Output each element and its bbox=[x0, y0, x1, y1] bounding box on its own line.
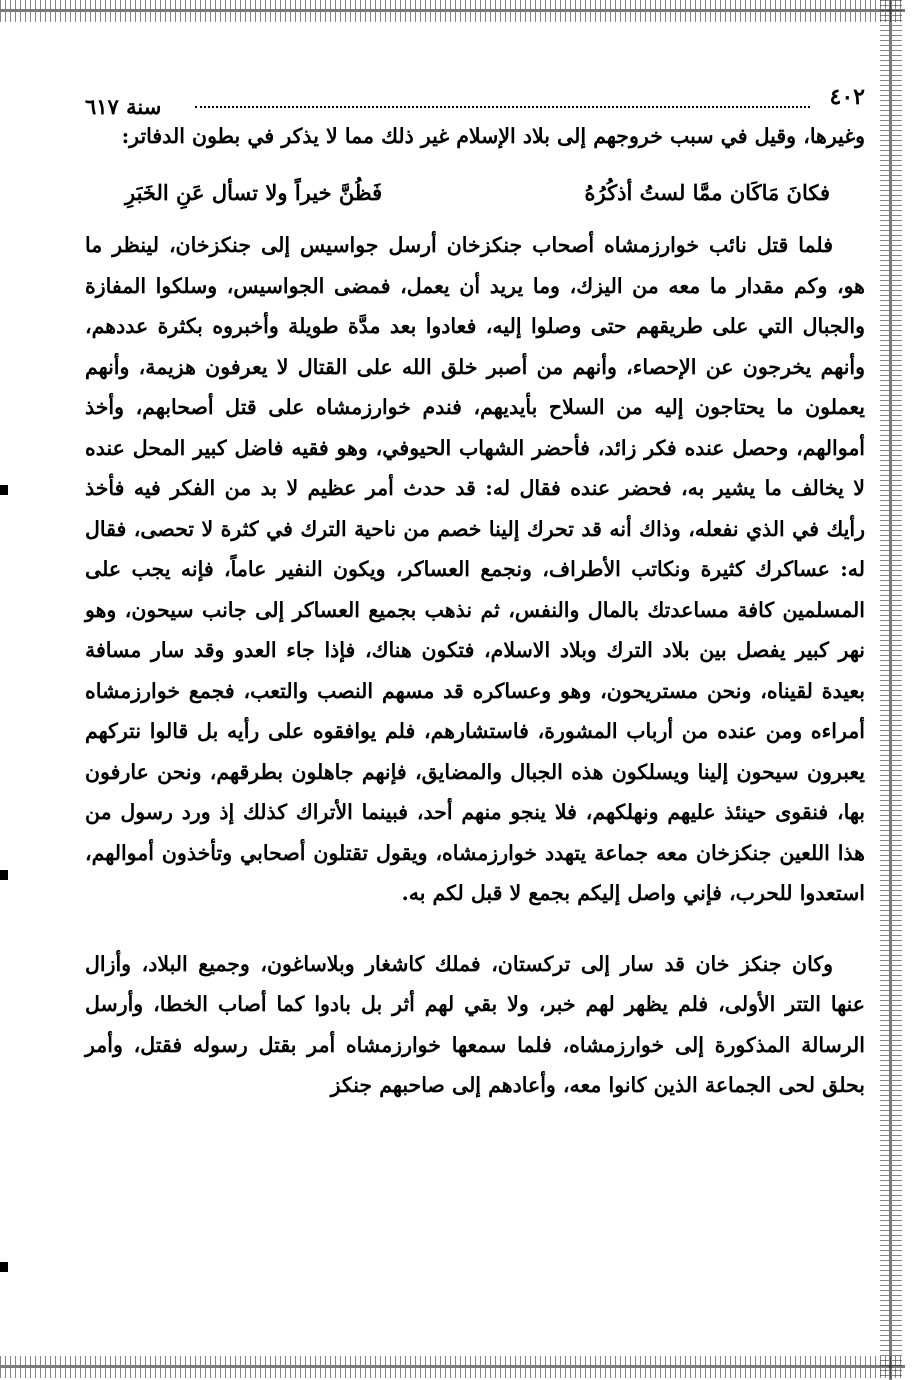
book-page bbox=[85, 80, 865, 1340]
decorative-border-top bbox=[0, 0, 905, 22]
verse-second-hemistich: فَظُنَّ خيراً ولا تسأل عَنِ الخَبَرِ bbox=[125, 179, 383, 205]
header-dotted-rule bbox=[195, 106, 810, 108]
paragraph-2: وكان جنكز خان قد سار إلى تركستان، فملك كاشغار وبلاساغون، وجميع البلاد، وأزال عنها التتر الأولى، فلم يظهر لهم خبر، ولا بقي لهم أثر بل بادوا كما أصاب الخطا، وأرسل الرسالة المذكورة إلى خوارزمشاه، فلما سمعها خوارزمشاه أمر بقتل رسوله فقتل، وأمر بحلق لحى الجماعة الذين كانوا معه، وأعادهم إلى صاحبهم جنكز bbox=[85, 951, 865, 1097]
year-label: سنة ٦١٧ bbox=[85, 94, 162, 119]
page-header bbox=[85, 80, 865, 119]
decorative-border-bottom bbox=[0, 1356, 905, 1378]
paragraph-gap bbox=[85, 914, 865, 944]
page-number: ٤٠٢ bbox=[829, 84, 865, 110]
page-body bbox=[85, 116, 865, 1106]
decorative-border-right bbox=[880, 0, 902, 1380]
paragraph-1: فلما قتل نائب خوارزمشاه أصحاب جنكزخان أرسل جواسيس إلى جنكزخان، لينظر ما هو، وكم مقدار ما معه من اليزك، وما يريد أن يعمل، فمضى الجواسيس، وسلكوا المفازة والجبال التي على طريقهم حتى وصلوا إليه، فعادوا بعد مدَّة طويلة وأخبروه بكثرة عددهم، وأنهم يخرجون عن الإحصاء، وأنهم من أصبر خلق الله على القتال لا يعرفون هزيمة، وأنهم يعملون ما يحتاجون إليه من السلاح بأيديهم، فندم خوارزمشاه على قتل أصحابهم، وأخذ أموالهم، وحصل عنده فكر زائد، فأحضر الشهاب الحيوفي، وهو فقيه فاضل كبير المحل عنده لا يخالف ما يشير به، فحضر عنده فقال له: قد حدث أمر عظيم لا بد من الفكر فيه فأخذ رأيك في الذي نفعله، وذاك أنه قد تحرك إلينا خصم من ناحية الترك في كثرة لا تحصى، فقال له: عساكرك كثيرة ونكاتب الأطراف، ونجمع العساكر، ويكون النفير عاماً، فإنه يجب على المسلمين كافة مساعدتك بالمال والنفس، ثم نذهب بجميع العساكر إلى جانب سيحون، وهو نهر كبير يفصل بين بلاد الترك وبلاد الاسلام، فتكون هناك، فإذا جاء العدو وقد سار مسافة بعيدة لقيناه، ونحن مستريحون، وهو وعساكره قد مسهم النصب والتعب، فجمع خوارزمشاه أمراءه ومن عنده من أرباب المشورة، فاستشارهم، فلم يوافقوه على رأيه بل قالوا نتركهم يعبرون سيحون إلينا ويسلكون هذه الجبال والمضايق، فإنهم جاهلون بطرقهم، ونحن عارفون بها، فنقوى حينئذ عليهم ونهلكهم، فلا ينجو منهم أحد، فبينما الأتراك كذلك إذ ورد رسول من هذا اللعين جنكزخان معه جماعة يتهدد خوارزمشاه، ويقول تقتلون أصحابي وتأخذون أموالهم، استعدوا للحرب، فإني واصل إليكم بجمع لا قبل لكم به. bbox=[85, 233, 865, 905]
edge-mark bbox=[0, 485, 8, 495]
poem-verse bbox=[85, 157, 865, 226]
edge-mark bbox=[0, 1262, 8, 1272]
edge-mark bbox=[0, 870, 8, 880]
intro-paragraph: وغيرها، وقيل في سبب خروجهم إلى بلاد الإسلام غير ذلك مما لا يذكر في بطون الدفاتر: bbox=[121, 124, 865, 148]
verse-first-hemistich: فكانَ مَاكَان ممَّا لستُ أذكُرُهُ bbox=[584, 179, 830, 205]
